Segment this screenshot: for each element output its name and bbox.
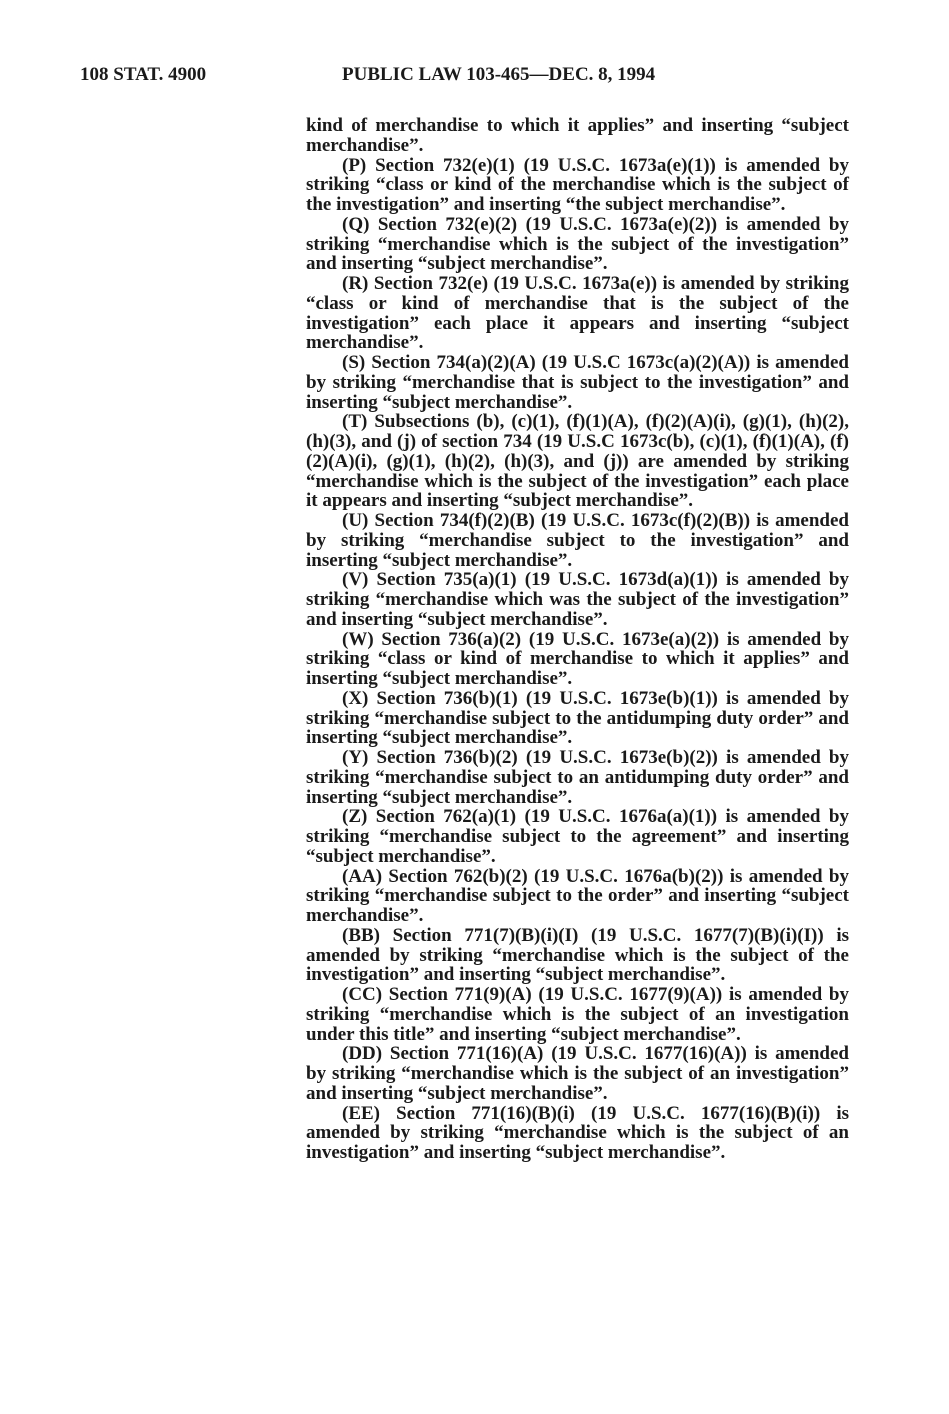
paragraph-ee: (EE) Section 771(16)(B)(i) (19 U.S.C. 1677(16)(B)(i)) is amended by striking “merchandise which is the subject of an investigation” and inserting “subject merchandise”.	[306, 1102, 849, 1163]
paragraph-x: (X) Section 736(b)(1) (19 U.S.C. 1673e(b)(1)) is amended by striking “merchandise subject to the antidumping duty order” and inserting “subject merchandise”.	[306, 687, 849, 749]
paragraph-continued: kind of merchandise to which it applies” and inserting “subject merchandise”.	[306, 115, 849, 156]
paragraph-p: (P) Section 732(e)(1) (19 U.S.C. 1673a(e)(1)) is amended by striking “class or kind of the merchandise which is the subject of the investigation” and inserting “the subject merchandise”.	[306, 154, 849, 215]
paragraph-y: (Y) Section 736(b)(2) (19 U.S.C. 1673e(b)(2)) is amended by striking “merchandise subject to an antidumping duty order” and inserting “subject merchandise”.	[306, 747, 849, 808]
paragraph-w: (W) Section 736(a)(2) (19 U.S.C. 1673e(a)(2)) is amended by striking “class or kind of merchandise to which it applies” and inserting “subject merchandise”.	[306, 628, 849, 689]
paragraph-s: (S) Section 734(a)(2)(A) (19 U.S.C 1673c(a)(2)(A)) is amended by striking “merchandise that is subject to the investigation” and inserting “subject merchandise”.	[306, 352, 849, 413]
paragraph-dd: (DD) Section 771(16)(A) (19 U.S.C. 1677(16)(A)) is amended by striking “merchandise which is the subject of an investigation” and inserting “subject merchandise”.	[306, 1043, 849, 1104]
paragraph-bb: (BB) Section 771(7)(B)(i)(I) (19 U.S.C. 1677(7)(B)(i)(I)) is amended by striking “merchandise which is the subject of the investigation” and inserting “subject merchandise”.	[306, 924, 849, 986]
public-law-citation: PUBLIC LAW 103-465—DEC. 8, 1994	[342, 64, 656, 85]
paragraph-v: (V) Section 735(a)(1) (19 U.S.C. 1673d(a)(1)) is amended by striking “merchandise which was the subject of the investigation” and inserting “subject merchandise”.	[306, 569, 849, 630]
paragraph-cc: (CC) Section 771(9)(A) (19 U.S.C. 1677(9)(A)) is amended by striking “merchandise which is the subject of an investigation under this title” and inserting “subject merchandise”.	[306, 984, 849, 1045]
body-text	[306, 116, 849, 1163]
paragraph-z: (Z) Section 762(a)(1) (19 U.S.C. 1676a(a)(1)) is amended by striking “merchandise subject to the agreement” and inserting “subject merchandise”.	[306, 806, 849, 867]
stat-citation: 108 STAT. 4900	[80, 64, 207, 85]
paragraph-t: (T) Subsections (b), (c)(1), (f)(1)(A), (f)(2)(A)(i), (g)(1), (h)(2), (h)(3), and (j) of section 734 (19 U.S.C 1673c(b), (c)(1), (f)(1)(A), (f)(2)(A)(i), (g)(1), (h)(2), (h)(3), and (j)) are amended by striking “merchandise which is the subject of the investigation” each place it appears and inserting “subject merchandise”.	[306, 411, 849, 512]
paragraph-u: (U) Section 734(f)(2)(B) (19 U.S.C. 1673c(f)(2)(B)) is amended by striking “merchandise subject to the investigation” and inserting “subject merchandise”.	[306, 510, 849, 571]
paragraph-r: (R) Section 732(e) (19 U.S.C. 1673a(e)) is amended by striking “class or kind of merchandise that is the subject of the investigation” each place it appears and inserting “subject merchandise”.	[306, 273, 849, 354]
paragraph-aa: (AA) Section 762(b)(2) (19 U.S.C. 1676a(b)(2)) is amended by striking “merchandise subject to the order” and inserting “subject merchandise”.	[306, 865, 849, 926]
paragraph-q: (Q) Section 732(e)(2) (19 U.S.C. 1673a(e)(2)) is amended by striking “merchandise which is the subject of the investigation” and inserting “subject merchandise”.	[306, 213, 849, 275]
running-head	[80, 64, 850, 88]
